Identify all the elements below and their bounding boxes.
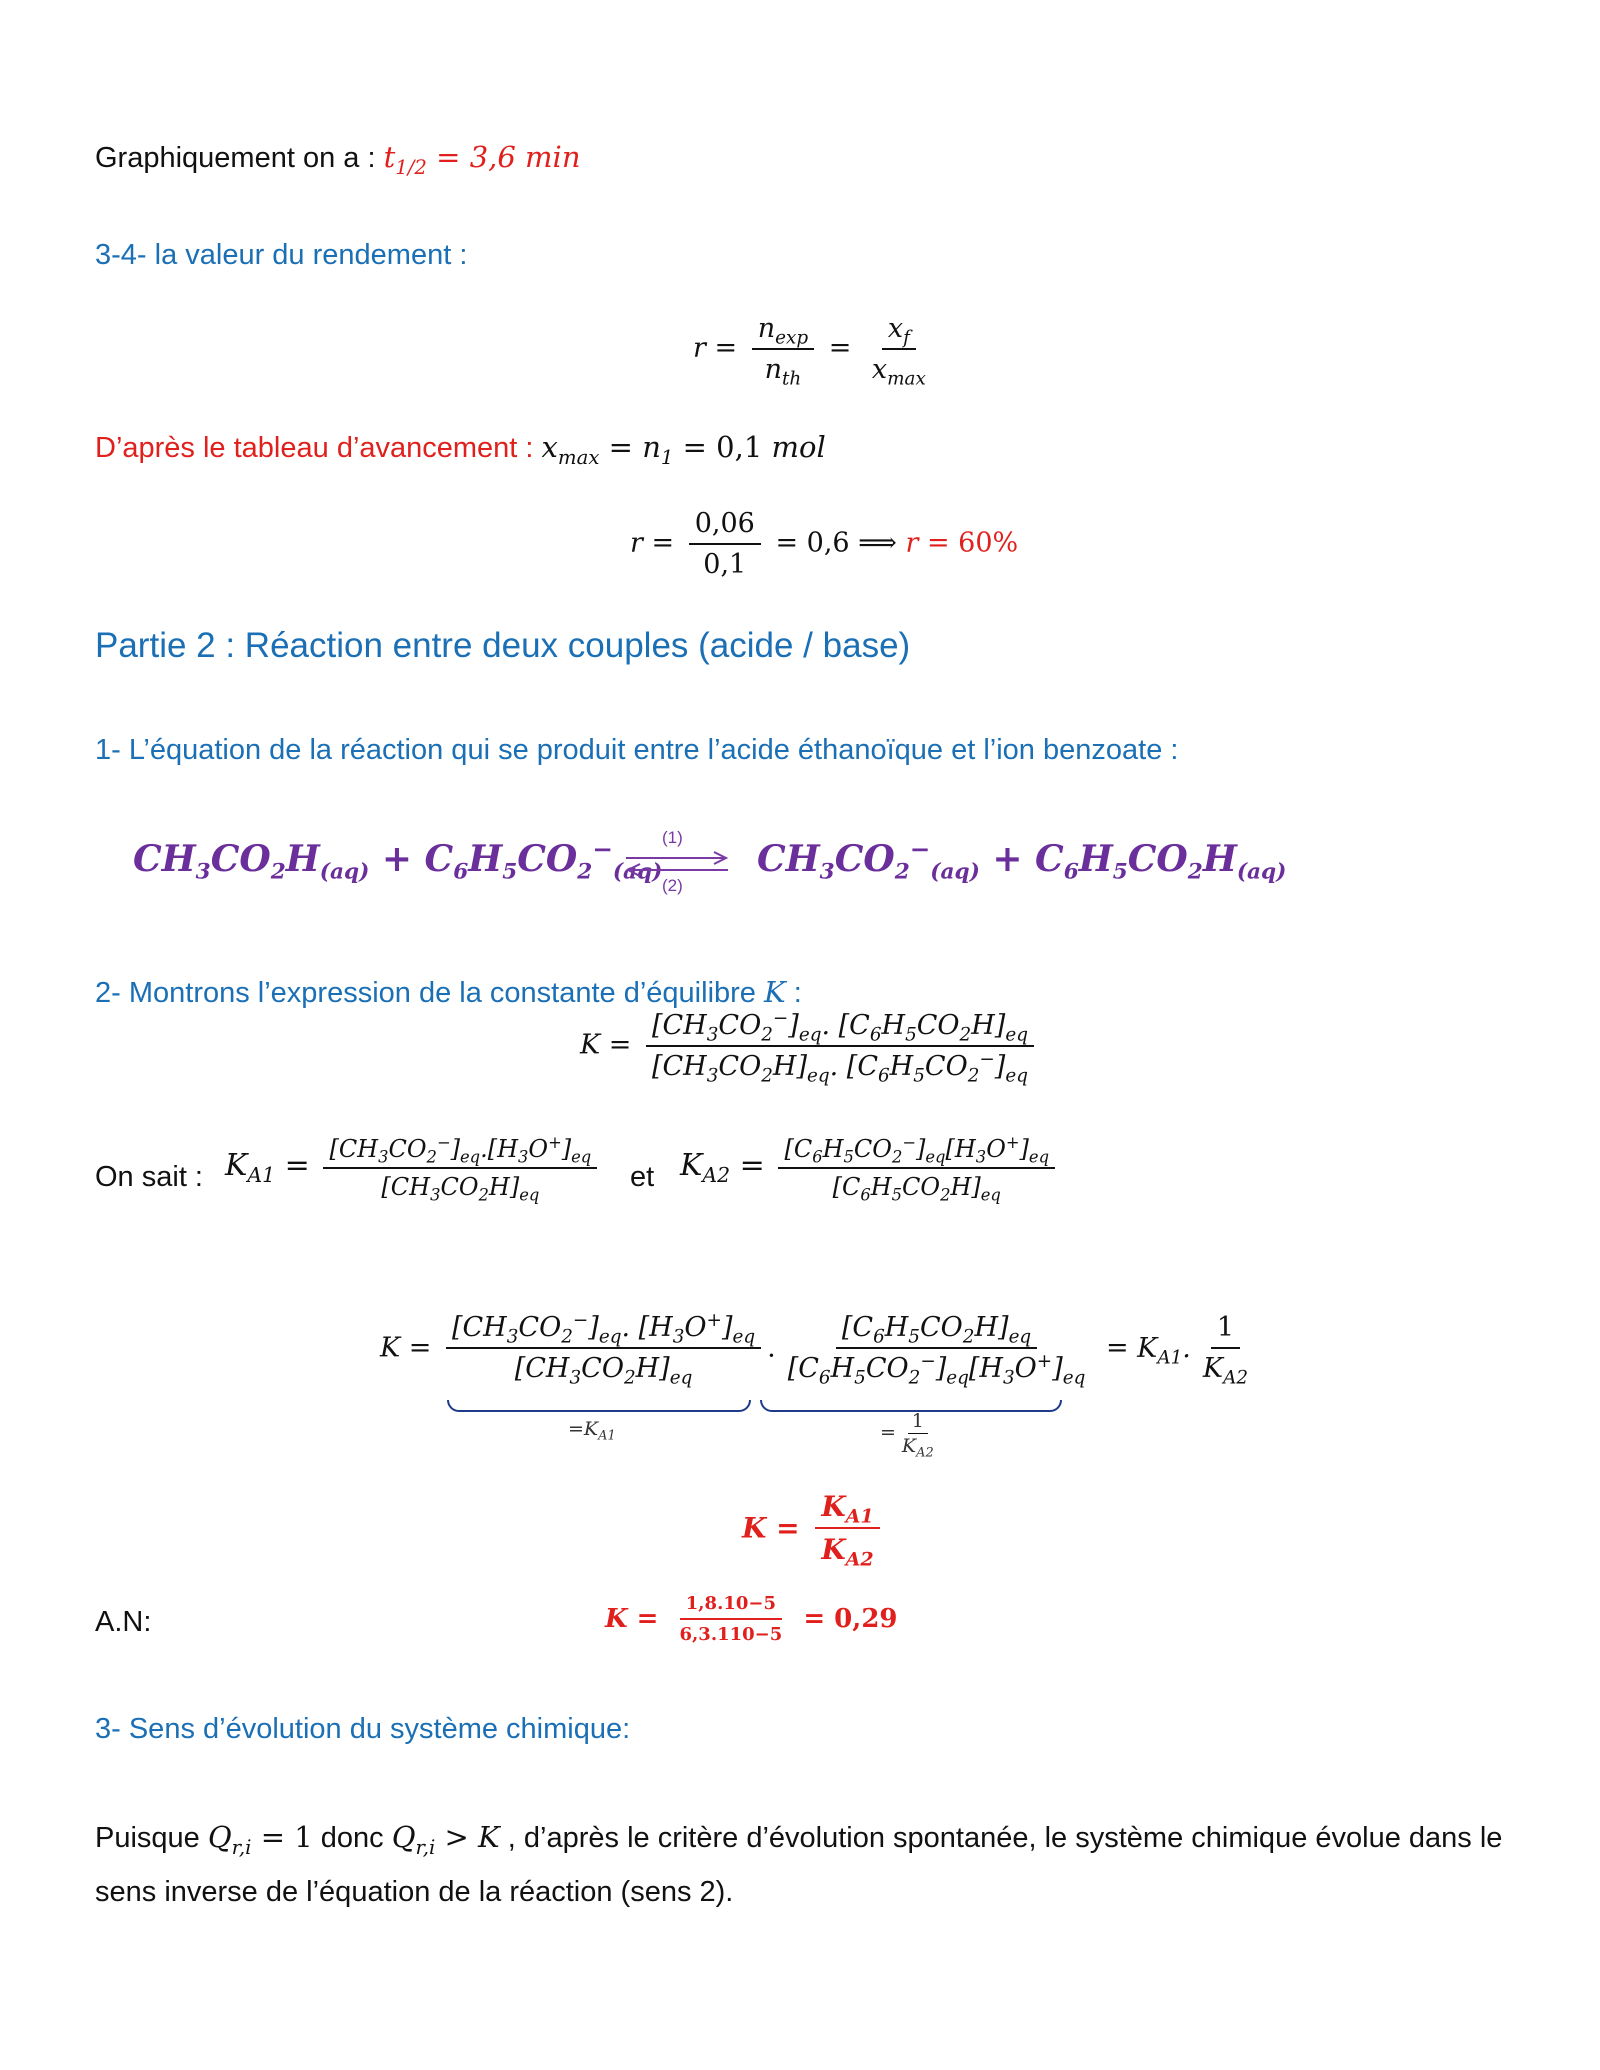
an-result: = 0,29 xyxy=(803,1604,898,1634)
underbrace-left-label: $=K_{A1}$ xyxy=(568,1418,616,1444)
r-symbol: r = xyxy=(693,332,738,364)
section-3-4-heading: 3-4- la valeur du rendement : xyxy=(95,239,468,271)
n-fraction: $\frac{n_{exp}}{n_{th}}$ xyxy=(752,313,814,385)
question-3: 3- Sens d’évolution du système chimique: xyxy=(95,1713,631,1745)
ka2-expression: $K_{A2}$ = $\frac{[C_6H_5CO_2^-]_{eq}[H_3O^+]_{eq}}{[C_6H_5CO_2H]_{eq}}$ xyxy=(680,1135,1061,1201)
x-fraction: $\frac{x_f}{x_{max}}$ xyxy=(871,313,926,390)
underbrace-right-label: = $\frac{1}{K_{A2}}$ xyxy=(880,1410,934,1461)
k-expression: K = $\frac{[CH_3CO_2^-]_{eq}. [C_6H_5CO_2H]_{eq}}{[CH_3CO_2H]_{eq}. [C_6H_5CO_2^-]_{eq}}$ xyxy=(580,1010,1040,1082)
an-denominator: 6,3.110−5 xyxy=(679,1624,783,1645)
question-1: 1- L’équation de la réaction qui se produit entre l’acide éthanoïque et l’ion benzoate : xyxy=(95,734,1179,766)
an-numerator: 1,8.10−5 xyxy=(680,1593,782,1620)
rendement-result: r = 60% xyxy=(905,527,1019,559)
tableau-line xyxy=(95,430,826,469)
an-label: A.N: xyxy=(95,1606,152,1638)
arrow-label-2: (2) xyxy=(662,876,683,895)
equilibrium-arrows xyxy=(622,830,732,896)
k-result: K = $\frac{K_{A1}}{K_{A2}}$ xyxy=(742,1490,886,1566)
graph-text: Graphiquement on a : xyxy=(95,142,376,174)
rendement-formula: r = $\frac{n_{exp}}{n_{th}}$ = $\frac{x_f}{x_{max}}$ xyxy=(693,313,938,385)
equation-left: $CH_3CO_2H_{(aq)} + C_6H_5CO_2^-_{(aq)}$ xyxy=(133,834,663,885)
et-label: et xyxy=(630,1161,655,1193)
half-life-result: $t_{1/2} = 3,6$ min xyxy=(383,140,581,179)
k-derivation: K = $\frac{[CH_3CO_2^-]_{eq}. [H_3O^+]_{eq}}{[CH_3CO_2H]_{eq}}$ . $\frac{[C_6H_5CO_2H]_{eq}}{[C_6H_5CO_2^-]_{eq}[H_3O^+]_{eq}}$ = $K_{A1}$. $\frac{1}{K_{A2}}$ xyxy=(380,1309,1249,1389)
graph-line xyxy=(95,140,581,179)
k-fraction: $\frac{[CH_3CO_2^-]_{eq}. [C_6H_5CO_2H]_{eq}}{[CH_3CO_2H]_{eq}. [C_6H_5CO_2^-]_{eq}}$ xyxy=(646,1010,1034,1082)
underbrace-left xyxy=(447,1400,751,1412)
derivation-fraction-2: $\frac{[C_6H_5CO_2H]_{eq}}{[C_6H_5CO_2^-]_{eq}[H_3O^+]_{eq}}$ xyxy=(787,1312,1086,1389)
derivation-fraction-1: $\frac{[CH_3CO_2^-]_{eq}. [H_3O^+]_{eq}}{[CH_3CO_2H]_{eq}}$ xyxy=(446,1312,761,1384)
ka1-expression: $K_{A1}$ = $\frac{[CH_3CO_2^-]_{eq}.[H_3O^+]_{eq}}{[CH_3CO_2H]_{eq}}$ xyxy=(225,1135,603,1201)
arrow-label-1: (1) xyxy=(662,828,683,847)
reaction-equation xyxy=(133,834,663,885)
equation-right: $CH_3CO_2^-_{(aq)} + C_6H_5CO_2H_{(aq)}$ xyxy=(757,834,1287,885)
xmax-formula: $x_{max} = n_1 = 0,1$ mol xyxy=(541,430,826,469)
question-2: 2- Montrons l’expression de la constante d’équilibre K : xyxy=(95,975,802,1009)
partie2-title: Partie 2 : Réaction entre deux couples (acide / base) xyxy=(95,626,911,665)
tableau-text: D’après le tableau d’avancement : xyxy=(95,432,534,464)
conclusion-line-1: Puisque $Q_{r,i} = 1$ donc $Q_{r,i} > K$ , d’après le critère d’évolution spontanée, le système chimique évolue dans le xyxy=(95,1820,1503,1859)
rendement-calc: r = $\frac{0,06}{0,1}$ = 0,6 ⟹ r = 60% xyxy=(630,508,1019,580)
conclusion-line-2: sens inverse de l’équation de la réaction (sens 2). xyxy=(95,1876,734,1908)
on-sait-label: On sait : xyxy=(95,1161,203,1193)
an-calculation: K = $\frac{1,8.10-5}{6,3.110-5}$ = 0,29 xyxy=(605,1593,898,1645)
calc-mid: = 0,6 ⟹ xyxy=(775,527,897,559)
calc-fraction: $\frac{0,06}{0,1}$ xyxy=(689,508,761,580)
